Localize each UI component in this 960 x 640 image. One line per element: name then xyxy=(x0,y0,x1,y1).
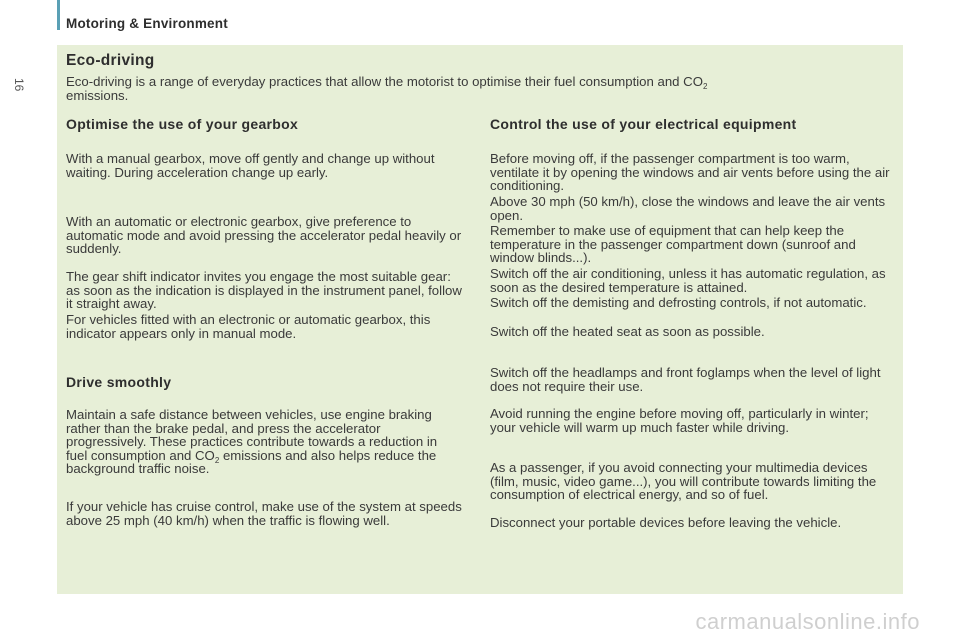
equipment-paragraph: Remember to make use of equipment that can help keep the temperature in the passenger compartment down (sunroof and window blinds...). xyxy=(490,223,856,266)
eco-driving-intro: Eco-driving is a range of everyday practices that allow the motorist to optimise their fuel consumption and $CO_2$ emissions. xyxy=(66,74,708,103)
eco-driving-title: Eco-driving xyxy=(66,52,155,69)
drive-smoothly-title: Drive smoothly xyxy=(66,374,172,390)
gearbox-automatic-paragraph: With an automatic or electronic gearbox, give preference to automatic mode and avoid pressing the accelerator pedal heavily or suddenly. xyxy=(66,214,462,257)
electrical-equipment-title: Control the use of your electrical equipment xyxy=(490,116,797,132)
headlamps-paragraph: Switch off the headlamps and front foglamps when the level of light does not require their use. xyxy=(490,365,881,394)
drive-smoothly-paragraph: Maintain a safe distance between vehicles, use engine braking rather than the brake pedal, and press the accelerator progressively. These practices contribute towards a reduction in fuel consumption and $CO_2$ emissions and also helps reduce the background traffic noise. xyxy=(66,407,438,477)
section-accent-bar xyxy=(57,0,60,30)
heated-seat-paragraph: Switch off the heated seat as soon as possible. xyxy=(490,324,765,339)
gearbox-title: Optimise the use of your gearbox xyxy=(66,116,299,132)
watermark: carmanualsonline.info xyxy=(695,609,920,634)
ventilate-paragraph: Before moving off, if the passenger compartment is too warm, ventilate it by opening the windows and air vents before using the air conditioning. xyxy=(490,151,890,194)
portable-devices-paragraph: Disconnect your portable devices before leaving the vehicle. xyxy=(490,515,842,530)
cruise-control-paragraph: If your vehicle has cruise control, make use of the system at speeds above 25 mph (40 km/h) when the traffic is flowing well. xyxy=(66,499,462,528)
gear-indicator-note-paragraph: For vehicles fitted with an electronic or automatic gearbox, this indicator appears only in manual mode. xyxy=(66,312,431,341)
gearbox-manual-paragraph: With a manual gearbox, move off gently and change up without waiting. During acceleration change up early. xyxy=(66,151,435,180)
eco-driving-panel xyxy=(57,45,903,594)
engine-warmup-paragraph: Avoid running the engine before moving off, particularly in winter; your vehicle will warm up much faster while driving. xyxy=(490,406,869,435)
close-windows-paragraph: Above 30 mph (50 km/h), close the windows and leave the air vents open. xyxy=(490,194,886,223)
multimedia-paragraph: As a passenger, if you avoid connecting your multimedia devices (film, music, video game...), you will contribute towards limiting the consumption of electrical energy, and so of fuel. xyxy=(490,460,877,503)
gear-shift-indicator-paragraph: The gear shift indicator invites you engage the most suitable gear: as soon as the indication is displayed in the instrument panel, follow it straight away. xyxy=(66,269,462,312)
demisting-paragraph: Switch off the demisting and defrosting controls, if not automatic. xyxy=(490,295,867,310)
section-header: Motoring & Environment xyxy=(66,16,228,31)
air-conditioning-paragraph: Switch off the air conditioning, unless it has automatic regulation, as soon as the desired temperature is attained. xyxy=(490,266,886,295)
page-number: 16 xyxy=(12,78,26,92)
